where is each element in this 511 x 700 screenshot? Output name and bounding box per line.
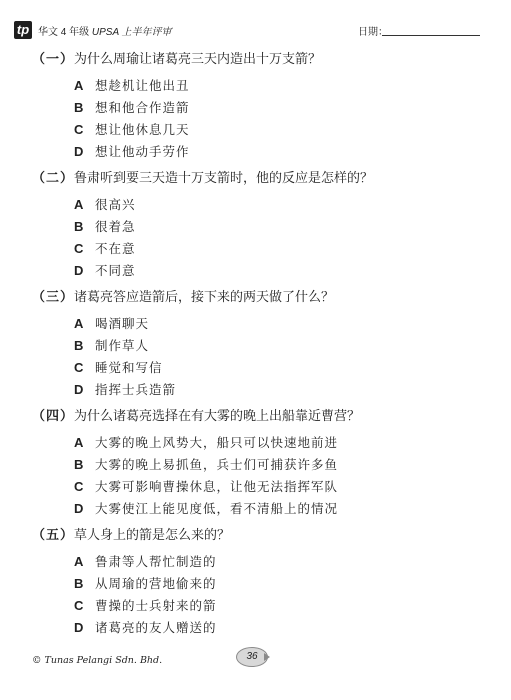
option-d[interactable] [32, 141, 502, 163]
question-number: （三） [32, 290, 75, 305]
option-text: 想让他休息几天 [95, 122, 190, 137]
question-5 [32, 527, 502, 639]
option-letter: A [74, 197, 84, 212]
header-title [38, 23, 172, 38]
option-list [32, 194, 502, 282]
option-b[interactable] [32, 216, 502, 238]
option-text: 大雾可影响曹操休息，让他无法指挥军队 [95, 479, 339, 494]
question-1 [32, 51, 502, 163]
option-text: 很着急 [95, 219, 136, 234]
option-letter: B [74, 219, 84, 234]
question-number: （四） [32, 409, 75, 424]
option-a[interactable] [32, 194, 502, 216]
option-c[interactable] [32, 238, 502, 260]
option-letter: A [74, 435, 84, 450]
question-title [32, 289, 502, 307]
option-text: 大雾的晚上风势大，船只可以快速地前进 [95, 435, 339, 450]
option-d[interactable] [32, 617, 502, 639]
option-letter: C [74, 360, 84, 375]
option-c[interactable] [32, 119, 502, 141]
option-list [32, 75, 502, 163]
question-2 [32, 170, 502, 282]
option-letter: B [74, 338, 84, 353]
question-number: （五） [32, 528, 75, 543]
option-letter: C [74, 122, 84, 137]
option-letter: D [74, 382, 84, 397]
option-text: 想让他动手劳作 [95, 144, 190, 159]
option-letter: C [74, 241, 84, 256]
option-d[interactable] [32, 498, 502, 520]
option-c[interactable] [32, 595, 502, 617]
question-title [32, 408, 502, 426]
page-header [14, 24, 500, 44]
option-b[interactable] [32, 573, 502, 595]
option-letter: B [74, 100, 84, 115]
option-b[interactable] [32, 335, 502, 357]
header-title-exam: UPSA 上半年评审 [91, 27, 172, 38]
option-c[interactable] [32, 476, 502, 498]
question-title [32, 51, 502, 69]
option-letter: D [74, 263, 84, 278]
option-text: 从周瑜的营地偷来的 [95, 576, 217, 591]
option-text: 指挥士兵造箭 [95, 382, 177, 397]
badge-tail-icon [264, 653, 270, 661]
option-letter: D [74, 144, 84, 159]
header-title-cn: 华文 4 年级 [38, 27, 90, 38]
publisher-logo: tp [14, 21, 32, 39]
option-b[interactable] [32, 97, 502, 119]
question-text: 草人身上的箭是怎么来的？ [74, 528, 231, 543]
option-letter: A [74, 554, 84, 569]
option-text: 不同意 [95, 263, 136, 278]
option-c[interactable] [32, 357, 502, 379]
option-text: 大雾使江上能见度低，看不清船上的情况 [95, 501, 339, 516]
option-text: 喝酒聊天 [95, 316, 150, 331]
question-title [32, 170, 502, 188]
option-letter: A [74, 78, 84, 93]
option-text: 曹操的士兵射来的箭 [95, 598, 217, 613]
question-text: 诸葛亮答应造箭后，接下来的两天做了什么？ [74, 290, 335, 305]
option-letter: B [74, 457, 84, 472]
option-a[interactable] [32, 313, 502, 335]
option-letter: C [74, 598, 84, 613]
question-4 [32, 408, 502, 520]
option-b[interactable] [32, 454, 502, 476]
option-list [32, 313, 502, 401]
question-3 [32, 289, 502, 401]
date-blank-line [382, 35, 480, 36]
option-text: 制作草人 [95, 338, 150, 353]
page-number-badge [234, 647, 270, 667]
option-a[interactable] [32, 75, 502, 97]
option-d[interactable] [32, 379, 502, 401]
question-number: （二） [32, 171, 75, 186]
question-text: 为什么诸葛亮选择在有大雾的晚上出船靠近曹营？ [74, 409, 361, 424]
question-text: 为什么周瑜让诸葛亮三天内造出十万支箭？ [74, 52, 322, 67]
option-list [32, 432, 502, 520]
option-a[interactable] [32, 551, 502, 573]
page-number: 36 [236, 647, 268, 667]
copyright-notice: © Tunas Pelangi Sdn. Bhd. [32, 655, 163, 666]
option-letter: A [74, 316, 84, 331]
option-text: 诸葛亮的友人赠送的 [95, 620, 217, 635]
option-letter: C [74, 479, 84, 494]
question-text: 鲁肃听到要三天造十万支箭时，他的反应是怎样的？ [74, 171, 374, 186]
option-letter: D [74, 501, 84, 516]
option-text: 鲁肃等人帮忙制造的 [95, 554, 217, 569]
option-d[interactable] [32, 260, 502, 282]
option-text: 大雾的晚上易抓鱼，兵士们可捕获许多鱼 [95, 457, 339, 472]
option-text: 睡觉和写信 [95, 360, 163, 375]
option-text: 不在意 [95, 241, 136, 256]
option-letter: D [74, 620, 84, 635]
option-text: 想趁机让他出丑 [95, 78, 190, 93]
option-list [32, 551, 502, 639]
option-text: 想和他合作造箭 [95, 100, 190, 115]
question-number: （一） [32, 52, 75, 67]
option-a[interactable] [32, 432, 502, 454]
option-letter: B [74, 576, 84, 591]
question-title [32, 527, 502, 545]
option-text: 很高兴 [95, 197, 136, 212]
date-label: 日期： [358, 27, 388, 38]
